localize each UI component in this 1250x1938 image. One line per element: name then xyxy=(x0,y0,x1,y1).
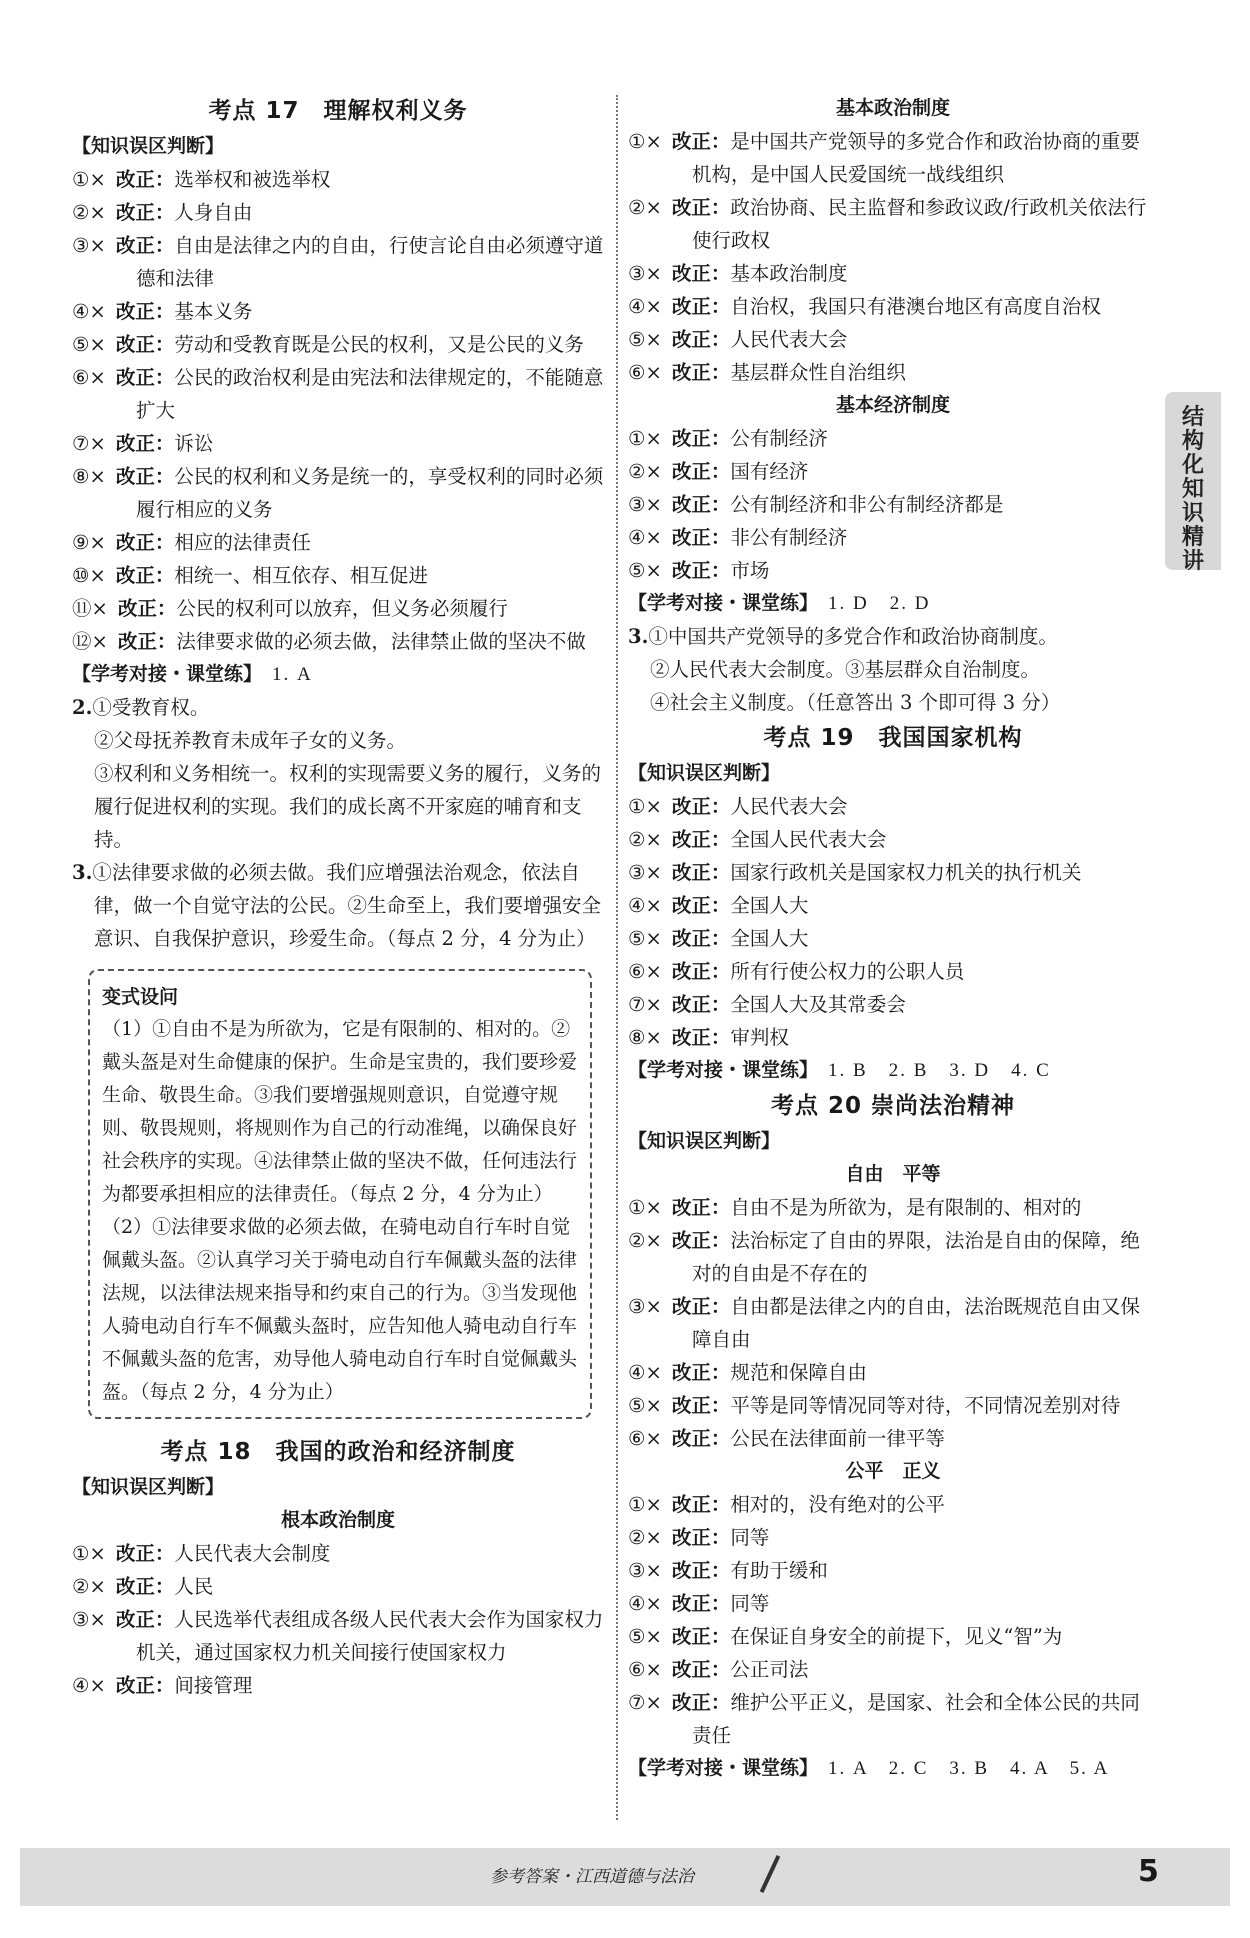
section-18-title: 考点 18 我国的政治和经济制度 xyxy=(160,1439,516,1465)
answer-2: 2.①受教育权。 xyxy=(72,696,210,719)
correction-item: ⑤× 改正：人民代表大会 xyxy=(628,328,848,351)
correction-item: ②× 改正：人身自由 xyxy=(72,201,253,224)
correction-item: ④× 改正：全国人大 xyxy=(628,894,809,917)
correction-item: ⑧× 改正：公民的权利和义务是统一的，享受权利的同时必须履行相应的义务 xyxy=(72,465,604,521)
subheading: 公平 正义 xyxy=(845,1460,941,1482)
knowledge-tag: 【知识误区判断】 xyxy=(628,762,781,784)
correction-item: ⑥× 改正：公民的政治权利是由宪法和法律规定的，不能随意扩大 xyxy=(72,366,604,422)
correction-item: ⑥× 改正：公正司法 xyxy=(628,1658,809,1681)
correction-item: ②× 改正：同等 xyxy=(628,1526,770,1549)
correction-item: ④× 改正：规范和保障自由 xyxy=(628,1361,867,1384)
page-footer xyxy=(20,1848,1230,1906)
correction-item: ⑪× 改正：公民的权利可以放弃，但义务必须履行 xyxy=(72,597,508,620)
correction-item: ①× 改正：是中国共产党领导的多党合作和政治协商的重要机构，是中国人民爱国统一战线组织 xyxy=(628,130,1140,186)
correction-item: ②× 改正：全国人民代表大会 xyxy=(628,828,887,851)
left-column xyxy=(72,92,604,1702)
knowledge-tag: 【知识误区判断】 xyxy=(628,1130,781,1152)
correction-item: ⑥× 改正：基层群众性自治组织 xyxy=(628,361,906,384)
practice-tag: 【学考对接・课堂练】 1. D 2. D xyxy=(628,592,931,614)
column-divider xyxy=(616,95,618,1820)
practice-answers: 1. D 2. D xyxy=(828,593,931,614)
correction-item: ①× 改正：相对的，没有绝对的公平 xyxy=(628,1493,945,1516)
correction-item: ⑤× 改正：在保证自身安全的前提下，见义“智”为 xyxy=(628,1625,1063,1648)
answer-2b: ②父母抚养教育未成年子女的义务。 xyxy=(94,729,407,752)
correction-item: ⑤× 改正：市场 xyxy=(628,559,770,582)
s18-items xyxy=(72,1537,604,1702)
correction-item: ①× 改正：公有制经济 xyxy=(628,427,828,450)
correction-item: ④× 改正：同等 xyxy=(628,1592,770,1615)
subheading: 基本经济制度 xyxy=(835,394,950,416)
correction-item: ⑨× 改正：相应的法律责任 xyxy=(72,531,311,554)
practice-tag: 【学考对接・课堂练】 1. A xyxy=(72,663,313,685)
right-column xyxy=(628,92,1158,1785)
section-20-title: 考点 20 崇尚法治精神 xyxy=(770,1093,1016,1119)
subheading: 根本政治制度 xyxy=(280,1509,395,1531)
footer-text: 参考答案・江西道德与法治 xyxy=(490,1867,694,1887)
practice-tag: 【学考对接・课堂练】 1. B 2. B 3. D 4. C xyxy=(628,1059,1051,1081)
correction-item: ⑤× 改正：全国人大 xyxy=(628,927,809,950)
side-tab-label: 结构化知识精讲 xyxy=(1181,405,1204,574)
correction-item: ②× 改正：国有经济 xyxy=(628,460,809,483)
s19-items xyxy=(628,790,1158,1054)
knowledge-tag: 【知识误区判断】 xyxy=(72,1476,225,1498)
correction-item: ①× 改正：自由不是为所欲为，是有限制的、相对的 xyxy=(628,1196,1082,1219)
correction-item: ④× 改正：自治权，我国只有港澳台地区有高度自治权 xyxy=(628,295,1101,318)
correction-item: ⑥× 改正：公民在法律面前一律平等 xyxy=(628,1427,945,1450)
correction-item: ③× 改正：公有制经济和非公有制经济都是 xyxy=(628,493,1004,516)
correction-item: ④× 改正：基本义务 xyxy=(72,300,253,323)
page-number: 5 xyxy=(1138,1854,1159,1889)
variant-question-box xyxy=(88,969,592,1419)
correction-item: ②× 改正：法治标定了自由的界限，法治是自由的保障，绝对的自由是不存在的 xyxy=(628,1229,1140,1285)
correction-item: ③× 改正：国家行政机关是国家权力机关的执行机关 xyxy=(628,861,1082,884)
s20-items-1 xyxy=(628,1191,1158,1455)
correction-item: ①× 改正：人民代表大会制度 xyxy=(72,1542,331,1565)
correction-item: ③× 改正：人民选举代表组成各级人民代表大会作为国家权力机关，通过国家权力机关间接行使国家权力 xyxy=(72,1608,604,1664)
answer-3: 3.①中国共产党领导的多党合作和政治协商制度。 xyxy=(628,625,1058,648)
correction-item: ⑫× 改正：法律要求做的必须去做，法律禁止做的坚决不做 xyxy=(72,630,586,653)
answer-3b: ②人民代表大会制度。③基层群众自治制度。 xyxy=(650,658,1041,681)
practice-answers: 1. B 2. B 3. D 4. C xyxy=(828,1060,1051,1081)
correction-item: ③× 改正：有助于缓和 xyxy=(628,1559,828,1582)
s17-items xyxy=(72,163,604,658)
section-17-title: 考点 17 理解权利义务 xyxy=(208,98,468,124)
correction-item: ⑦× 改正：诉讼 xyxy=(72,432,214,455)
practice-answers: 1. A xyxy=(272,664,313,685)
correction-item: ⑤× 改正：劳动和受教育既是公民的权利，又是公民的义务 xyxy=(72,333,584,356)
s20-items-2 xyxy=(628,1488,1158,1752)
subheading: 自由 平等 xyxy=(845,1163,941,1185)
correction-item: ③× 改正：基本政治制度 xyxy=(628,262,848,285)
correction-item: ③× 改正：自由是法律之内的自由，行使言论自由必须遵守道德和法律 xyxy=(72,234,604,290)
variant-title: 变式设问 xyxy=(102,986,179,1008)
correction-item: ④× 改正：非公有制经济 xyxy=(628,526,848,549)
practice-answers: 1. A 2. C 3. B 4. A 5. A xyxy=(828,1758,1110,1779)
correction-item: ②× 改正：政治协商、民主监督和参政议政/行政机关依法行使行政权 xyxy=(628,196,1147,252)
correction-item: ③× 改正：自由都是法律之内的自由，法治既规范自由又保障自由 xyxy=(628,1295,1140,1351)
correction-item: ⑧× 改正：审判权 xyxy=(628,1026,789,1049)
section-19-title: 考点 19 我国国家机构 xyxy=(763,725,1023,751)
footer-slash xyxy=(760,1855,781,1893)
practice-tag: 【学考对接・课堂练】 1. A 2. C 3. B 4. A 5. A xyxy=(628,1757,1110,1779)
variant-answer-2: （2）①法律要求做的必须去做，在骑电动自行车时自觉佩戴头盔。②认真学习关于骑电动自行车佩戴头盔的法律法规，以法律法规来指导和约束自己的行为。③当发现他人骑电动自行车不佩戴头盔时，应告知他人骑电动自行车不佩戴头盔的危害，劝导他人骑电动自行车时自觉佩戴头盔。（每点 2 分，4 分为止） xyxy=(102,1216,578,1403)
correction-item: ⑦× 改正：全国人大及其常委会 xyxy=(628,993,906,1016)
knowledge-tag: 【知识误区判断】 xyxy=(72,135,225,157)
answer-2c: ③权利和义务相统一。权利的实现需要义务的履行，义务的履行促进权利的实现。我们的成长离不开家庭的哺育和支持。 xyxy=(94,762,602,851)
correction-item: ⑦× 改正：维护公平正义，是国家、社会和全体公民的共同责任 xyxy=(628,1691,1140,1747)
correction-item: ⑤× 改正：平等是同等情况同等对待，不同情况差别对待 xyxy=(628,1394,1121,1417)
variant-answer-1: （1）①自由不是为所欲为，它是有限制的、相对的。②戴头盔是对生命健康的保护。生命是宝贵的，我们要珍爱生命、敬畏生命。③我们要增强规则意识，自觉遵守规则、敬畏规则，将规则作为自己的行动准绳，以确保良好社会秩序的实现。④法律禁止做的坚决不做，任何违法行为都要承担相应的法律责任。（每点 2 分，4 分为止） xyxy=(102,1018,578,1205)
correction-item: ①× 改正：选举权和被选举权 xyxy=(72,168,331,191)
side-tab xyxy=(1165,392,1221,574)
correction-item: ⑩× 改正：相统一、相互依存、相互促进 xyxy=(72,564,428,587)
subheading: 基本政治制度 xyxy=(835,97,950,119)
correction-item: ⑥× 改正：所有行使公权力的公职人员 xyxy=(628,960,965,983)
answer-3c: ④社会主义制度。（任意答出 3 个即可得 3 分） xyxy=(650,691,1061,714)
answer-3: 3.①法律要求做的必须去做。我们应增强法治观念，依法自律，做一个自觉守法的公民。②生命至上，我们要增强安全意识、自我保护意识，珍爱生命。（每点 2 分，4 分为止） xyxy=(72,861,602,950)
political-items xyxy=(628,125,1158,389)
economic-items xyxy=(628,422,1158,587)
correction-item: ②× 改正：人民 xyxy=(72,1575,214,1598)
correction-item: ①× 改正：人民代表大会 xyxy=(628,795,848,818)
correction-item: ④× 改正：间接管理 xyxy=(72,1674,253,1697)
